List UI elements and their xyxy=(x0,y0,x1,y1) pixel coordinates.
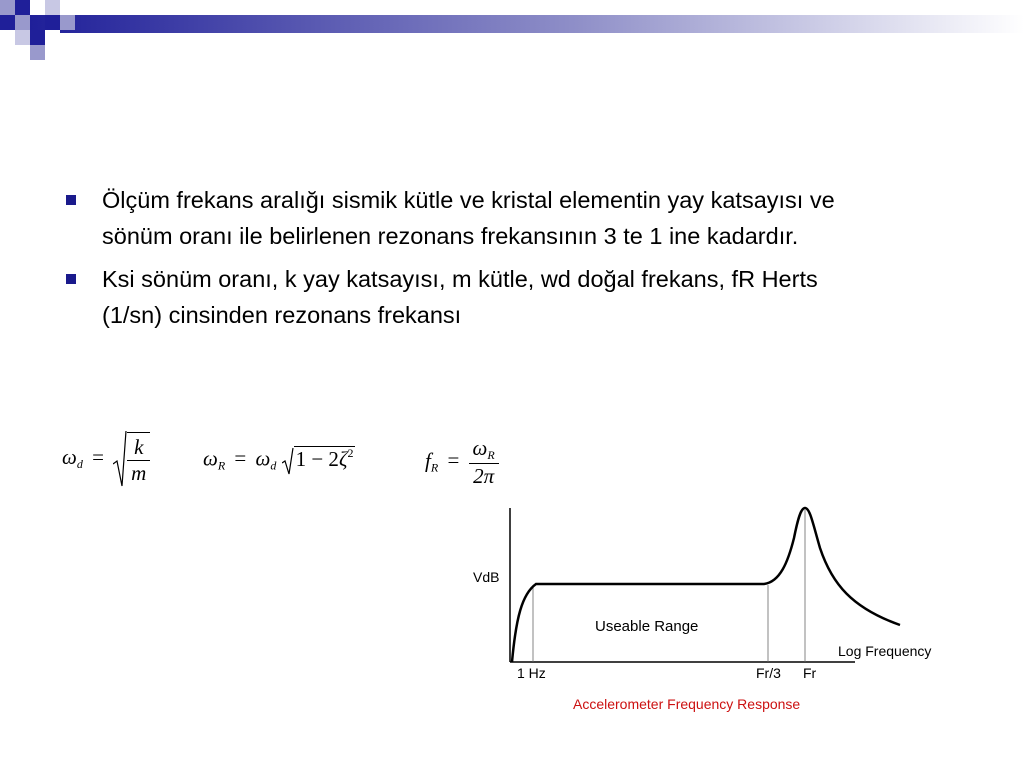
deco-square xyxy=(0,15,15,30)
deco-square xyxy=(60,15,75,30)
fraction xyxy=(469,436,499,489)
equals-sign: = xyxy=(234,446,247,471)
deco-square xyxy=(45,30,60,45)
equals-sign: = xyxy=(447,448,460,473)
deco-square xyxy=(30,45,45,60)
denominator: 2π xyxy=(473,464,495,488)
range-label: Useable Range xyxy=(595,618,699,635)
tick-fr: Fr xyxy=(803,665,817,681)
omega-symbol: ω xyxy=(203,446,218,471)
radicand xyxy=(294,446,356,471)
denominator: m xyxy=(131,461,147,485)
bullet-item xyxy=(62,261,862,333)
formula-resonant-frequency xyxy=(203,446,355,475)
omega-symbol: ω xyxy=(255,446,271,471)
bullet-marker xyxy=(66,195,76,205)
square-root xyxy=(113,430,150,488)
bullet-text: Ksi sönüm oranı, k yay katsayısı, m kütle, wd doğal frekans, fR Herts (1/sn) cinsinden rezonans frekansı xyxy=(102,266,818,328)
deco-square xyxy=(45,15,60,30)
bullet-item xyxy=(62,182,862,254)
radical-sign xyxy=(113,430,127,488)
tick-fr3: Fr/3 xyxy=(756,665,781,681)
diagram-caption: Accelerometer Frequency Response xyxy=(573,696,801,712)
bullet-list xyxy=(62,182,862,340)
header-decoration xyxy=(0,0,1024,70)
radical-sign xyxy=(282,447,294,475)
subscript: R xyxy=(487,448,495,462)
omega-symbol: ω xyxy=(472,436,488,460)
subscript: R xyxy=(430,460,439,475)
response-curve xyxy=(512,508,900,662)
bullet-text: Ölçüm frekans aralığı sismik kütle ve kristal elementin yay katsayısı ve sönüm oranı ile belirlenen rezonans frekansının 3 te 1 ine kadardır. xyxy=(102,187,835,249)
tick-1hz: 1 Hz xyxy=(517,665,546,681)
deco-square xyxy=(15,30,30,45)
y-axis-label: VdB xyxy=(473,569,500,585)
equals-sign: = xyxy=(92,444,104,469)
subscript: R xyxy=(217,458,226,473)
deco-square xyxy=(15,15,30,30)
bullet-marker xyxy=(66,274,76,284)
frequency-response-diagram xyxy=(460,490,980,720)
deco-square xyxy=(30,30,45,45)
radicand-constant: 1 − 2 xyxy=(295,447,339,471)
exponent: 2 xyxy=(347,446,354,460)
deco-square xyxy=(15,0,30,15)
omega-symbol: ω xyxy=(62,444,77,469)
f-symbol: f xyxy=(425,448,431,473)
subscript: d xyxy=(270,458,277,473)
formula-natural-frequency xyxy=(62,430,150,488)
zeta-symbol: ζ xyxy=(338,447,348,471)
numerator: k xyxy=(127,435,150,461)
numerator xyxy=(469,436,499,464)
x-axis-label: Log Frequency xyxy=(838,643,932,659)
square-root xyxy=(282,446,356,475)
subscript: d xyxy=(76,456,83,471)
fraction xyxy=(127,432,150,486)
formula-resonant-hz xyxy=(425,436,499,489)
deco-square xyxy=(0,0,15,15)
deco-square xyxy=(45,0,60,15)
header-gradient-bar xyxy=(30,15,1024,33)
deco-square xyxy=(30,0,45,15)
